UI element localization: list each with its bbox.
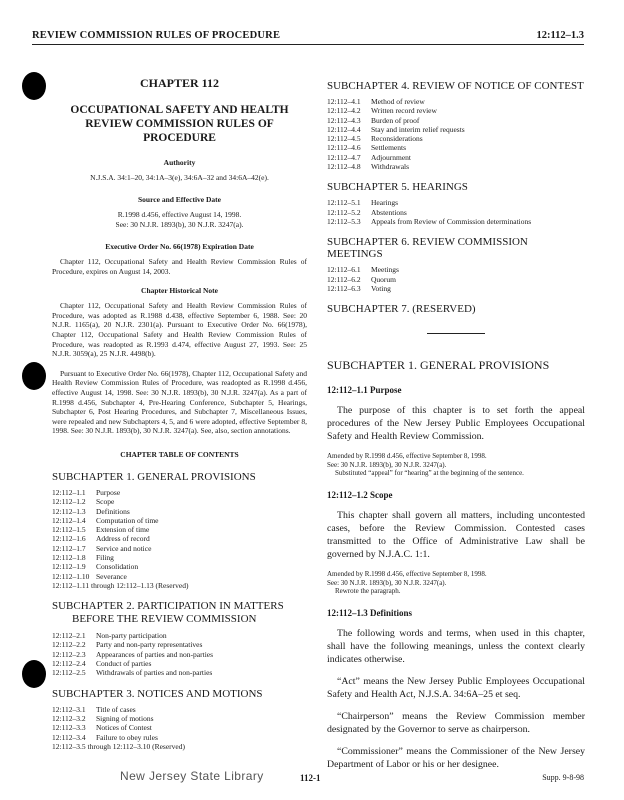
punch-hole-mark (22, 362, 46, 390)
toc-heading: CHAPTER TABLE OF CONTENTS (120, 449, 239, 459)
punch-hole-mark (22, 660, 46, 688)
historical-note-heading: Chapter Historical Note (141, 286, 218, 296)
toc-subchapter-title: SUBCHAPTER 5. HEARINGS (327, 181, 468, 194)
historical-note-text: Chapter 112, Occupational Safety and Health Review Commission Rules of Procedure, was adopted as R.1988 d.438, effective September 6, 1988. See: 20 N.J.R. 1165(a), 20 N.J.R. 2301(a). Pursuant to Executive Order No. 66(1978), Chapter 112, Occupational Safety and Health Review Commission Rules of Procedure, was readopted as R.1993 d.474, effective August 27, 1993. See: 25 N.J.R. 3059(a), 25 N.J.R. 4498(b). (52, 301, 307, 359)
section-heading: 12:112–1.2 Scope (327, 489, 393, 500)
header-section: 12:112–1.3 (536, 30, 584, 41)
toc-entry: 12:112–1.3 Definitions (52, 506, 130, 516)
subchapter-heading: SUBCHAPTER 1. GENERAL PROVISIONS (327, 358, 550, 373)
supplement-date: Supp. 9-8-98 (542, 773, 584, 782)
section-annotation: Amended by R.1998 d.456, effective September 8, 1998. See: 30 N.J.R. 1893(b), 30 N.J.R. 3247(a). Rewrote the paragraph. (327, 569, 487, 596)
toc-subchapter-title: SUBCHAPTER 3. NOTICES AND MOTIONS (52, 687, 263, 700)
source-heading: Source and Effective Date (138, 195, 221, 204)
toc-entry: 12:112–1.10 Severance (52, 571, 127, 581)
toc-entry: 12:112–1.6 Address of record (52, 534, 150, 544)
toc-entry: 12:112–3.3 Notices of Contest (52, 723, 152, 733)
toc-entry: 12:112–4.3 Burden of proof (327, 115, 420, 125)
toc-entry: 12:112–5.1 Hearings (327, 198, 399, 208)
toc-entry: 12:112–1.7 Service and notice (52, 543, 152, 553)
toc-entry: 12:112–4.7 Adjournment (327, 152, 411, 162)
toc-entry: 12:112–2.3 Appearances of parties and non-parties (52, 649, 214, 659)
toc-entry: 12:112–1.5 Extension of time (52, 525, 150, 535)
source-text: R.1998 d.456, effective August 14, 1998. See: 30 N.J.R. 1893(b), 30 N.J.R. 3247(a). (115, 210, 244, 229)
definition-paragraph: “Chairperson” means the Review Commission member designated by the Governor to serve as chairperson. (327, 710, 585, 735)
toc-entry: 12:112–6.1 Meetings (327, 265, 399, 275)
toc-subchapter-title: SUBCHAPTER 2. PARTICIPATION IN MATTERS BEFORE THE REVIEW COMMISSION (52, 600, 284, 626)
toc-entry: 12:112–4.8 Withdrawals (327, 162, 410, 172)
toc-entry: 12:112–4.6 Settlements (327, 143, 406, 153)
toc-entry: 12:112–5.3 Appeals from Review of Commission determinations (327, 216, 532, 226)
section-body: The following words and terms, when used in this chapter, shall have the following meanings, unless the context clearly indicates otherwise. (327, 627, 585, 665)
section-heading: 12:112–1.1 Purpose (327, 385, 402, 396)
toc-entry-reserved: 12:112–1.11 through 12:112–1.13 (Reserved) (52, 580, 189, 590)
toc-entry: 12:112–3.1 Title of cases (52, 704, 136, 714)
toc-list (52, 488, 307, 590)
toc-entry: 12:112–6.2 Quorum (327, 274, 396, 284)
toc-entry: 12:112–4.2 Written record review (327, 106, 437, 116)
page-number: 112-1 (300, 773, 321, 783)
toc-entry-reserved: 12:112–3.5 through 12:112–3.10 (Reserved) (52, 741, 185, 751)
toc-entry: 12:112–2.1 Non-party participation (52, 631, 167, 641)
toc-entry: 12:112–1.2 Scope (52, 497, 115, 507)
toc-subchapter-title: SUBCHAPTER 7. (RESERVED) (327, 303, 476, 316)
definition-paragraph: “Commissioner” means the Commissioner of the New Jersey Department of Labor or his or her designee. (327, 745, 585, 770)
toc-list (327, 97, 585, 171)
toc-entry: 12:112–1.9 Consolidation (52, 562, 139, 572)
toc-entry: 12:112–1.8 Filing (52, 552, 114, 562)
definition-paragraph: “Act” means the New Jersey Public Employees Occupational Safety and Health Act, N.J.S.A. 34:6A–25 et seq. (327, 675, 585, 700)
section-body: This chapter shall govern all matters, including uncontested cases, before the Review Commission. Contested cases transmitted to the Office of Administrative Law shall be governed by N.J.A.C. 1:1. (327, 509, 585, 560)
toc-entry: 12:112–3.2 Signing of motions (52, 713, 154, 723)
toc-entry: 12:112–4.1 Method of review (327, 97, 425, 106)
toc-entry: 12:112–4.4 Stay and interim relief requests (327, 124, 465, 134)
toc-entry: 12:112–3.4 Failure to obey rules (52, 732, 158, 742)
toc-entry: 12:112–2.5 Withdrawals of parties and non-parties (52, 668, 213, 678)
running-header (32, 28, 584, 45)
toc-entry: 12:112–2.2 Party and non-party representatives (52, 640, 203, 650)
toc-subchapter-title: SUBCHAPTER 1. GENERAL PROVISIONS (52, 470, 256, 483)
section-divider (427, 333, 485, 334)
authority-heading: Authority (163, 158, 196, 167)
right-column (327, 80, 585, 780)
section-heading: 12:112–1.3 Definitions (327, 607, 413, 618)
toc-list (327, 265, 585, 293)
library-watermark: New Jersey State Library (120, 769, 264, 783)
historical-note-text: Pursuant to Executive Order No. 66(1978), Chapter 112, Occupational Safety and Health Review Commission Rules of Procedure, was readopted as R.1998 d.456, effective August 14, 1998. See: 30 N.J.R. 1893(b), 30 N.J.R. 3247(a). As a part of R.1998 d.456, Subchapter 4, Pre-Hearing Conference, Subchapter 5, Hearings, Subchapter 6, Post Hearing Procedures, and Subchapter 7, Miscellaneous Issues, were repealed and new Subchapters 4, 5, and 6 were adopted, effective September 8, 1998. See: 30 N.J.R. 1893(b), 30 N.J.R. 3247(a). See, also, section annotations. (52, 368, 307, 436)
toc-entry: 12:112–4.5 Reconsiderations (327, 134, 423, 144)
toc-entry: 12:112–1.4 Computation of time (52, 515, 159, 525)
left-column (52, 76, 307, 751)
punch-hole-mark (22, 72, 46, 100)
chapter-number: CHAPTER 112 (139, 76, 219, 90)
toc-subchapter-title: SUBCHAPTER 6. REVIEW COMMISSION MEETINGS (327, 236, 528, 261)
section-annotation: Amended by R.1998 d.456, effective September 8, 1998. See: 30 N.J.R. 1893(b), 30 N.J.R. 3247(a). Substituted “appeal” for “hearing” at the beginning of the sentence. (327, 452, 524, 478)
toc-entry: 12:112–2.4 Conduct of parties (52, 659, 152, 669)
toc-entry: 12:112–1.1 Purpose (52, 487, 121, 497)
toc-subchapter-title: SUBCHAPTER 4. REVIEW OF NOTICE OF CONTEST (327, 80, 584, 92)
toc-list (327, 198, 585, 226)
authority-text: N.J.S.A. 34:1–20, 34:1A–3(e), 34:6A–32 and 34:6A–42(e). (90, 173, 269, 182)
toc-list (52, 631, 307, 677)
chapter-title: OCCUPATIONAL SAFETY AND HEALTH REVIEW COMMISSION RULES OF PROCEDURE (70, 104, 289, 144)
exec-order-text: Chapter 112, Occupational Safety and Health Review Commission Rules of Procedure, expires on August 14, 2003. (52, 257, 307, 276)
toc-list (52, 705, 307, 751)
toc-entry: 12:112–5.2 Abstentions (327, 207, 407, 217)
header-title: REVIEW COMMISSION RULES OF PROCEDURE (32, 30, 281, 41)
toc-entry: 12:112–6.3 Voting (327, 283, 391, 293)
section-body: The purpose of this chapter is to set forth the appeal procedures of the New Jersey Public Employees Occupational Safety and Health Review Commission. (327, 405, 585, 443)
exec-order-heading: Executive Order No. 66(1978) Expiration Date (105, 242, 254, 251)
